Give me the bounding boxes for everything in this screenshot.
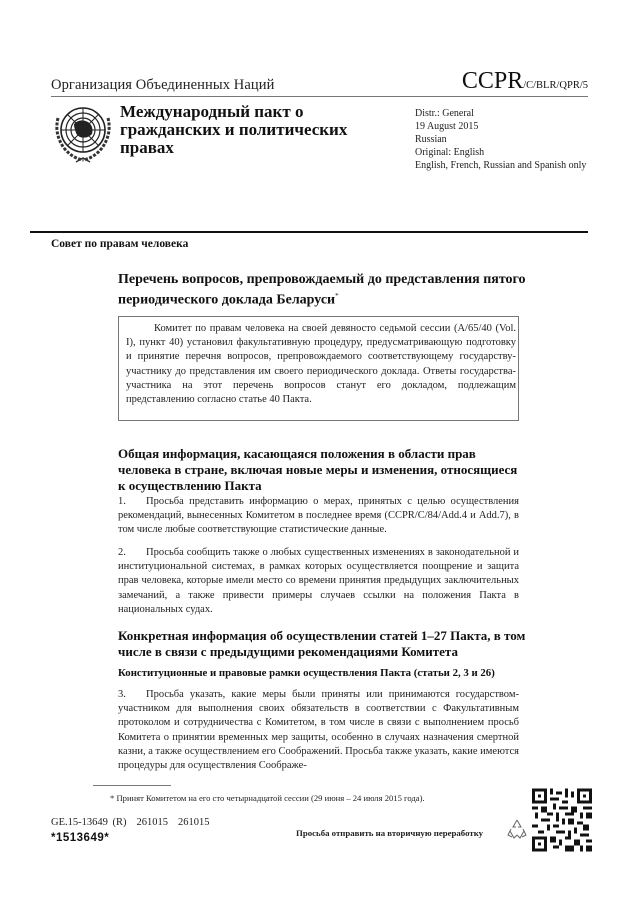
paragraph-text: Просьба представить информацию о мерах, принятых с целью осуществления рекомендаций, вынесенных Комитетом в последнее время (CCPR/C/84/Add.4 и Add.7), в том числе любые соответствующие статистические данные. [118,496,519,536]
symbol-main: CCPR [461,68,524,94]
paragraph-number: 3. [118,689,126,700]
paragraph-number: 1. [118,496,126,507]
section-heading-specific: Конкретная информация об осуществлении статей 1–27 Пакта, в том числе в связи с предыдущими рекомендациями Комитета [118,628,526,659]
distr-original: Original: English [415,147,485,158]
un-emblem-icon [52,100,114,166]
job-date-1: 261015 [136,817,168,828]
section-heading-general: Общая информация, касающаяся положения в области прав человека в стране, включая новые меры и изменения, относящиеся к осуществлению Пакта [118,446,518,493]
intro-box-text: Комитет по правам человека на своей девяносто седьмой сессии (A/65/40 (Vol. I), пункт 40) установил факультативную процедуру, предусматривающую подготовку и принятие перечня вопросов, препровождаемого соответствующему государству-участнику до представления им своего периодического доклада. Ответы государства-участника на этот перечень вопросов станут его докладом, подлежащим представлению согласно статье 40 Пакта. [126,323,516,406]
paragraph-3 [118,688,519,773]
paragraph-text: Просьба указать, какие меры были приняты или принимаются государством-участником для выполнения своих обязательств в соответствии с Факультативным протоколом и сотрудничества с Комитетом, в том числе в связи с выполнением просьб Комитета о принятии временных мер защиты, особенно в случаях назначения смертной казни, а также осуществлением его Соображений. Просьба также указать, какие имеются процедуры для осуществления Соображе- [118,689,519,772]
document-title [118,272,538,309]
job-date-2: 261015 [178,817,210,828]
organization-name: Организация Объединенных Наций [51,77,275,93]
footnote-divider [93,785,171,786]
footnote-marker[interactable]: * [335,292,339,300]
job-number: GE.15-13649 (R) [51,817,127,828]
job-number-line [51,817,220,828]
barcode-text: *1513649* [51,832,110,844]
subsection-heading-constitutional: Конституционные и правовые рамки осуществления Пакта (статьи 2, 3 и 26) [118,667,495,679]
council-name: Совет по правам человека [51,238,189,250]
document-symbol [462,68,588,95]
paragraph-2 [118,546,519,617]
section-divider [30,231,588,233]
footnote: * Принят Комитетом на его сто четырнадцатой сессии (29 июня – 24 июля 2015 года). [110,793,425,803]
document-title-text: Перечень вопросов, препровождаемый до представления пятого периодического доклада Беларуси [118,272,526,308]
distr-language: Russian [415,134,447,145]
distr-languages-available: English, French, Russian and Spanish only [415,160,587,171]
symbol-suffix: /C/BLR/QPR/5 [523,80,588,91]
distr-line: Distr.: General [415,108,474,119]
paragraph-text: Просьба сообщить также о любых существенных изменениях в законодательной и институциональной системах, в рамках которых осуществляется поощрение и защита прав человека, которые имели место со времени принятия предыдущих заключительных замечаний, а также привести примеры случаев ссылки на положения Пакта в национальных судах. [118,547,519,615]
paragraph-number: 2. [118,547,126,558]
recycle-notice: Просьба отправить на вторичную переработку [296,828,484,838]
recycle-icon [505,817,529,841]
header-divider [51,96,588,97]
distribution-info [415,107,595,172]
qr-code-icon [532,788,592,852]
treaty-title: Международный пакт о гражданских и политических правах [120,102,348,157]
paragraph-1 [118,495,519,538]
distr-date: 19 August 2015 [415,121,479,132]
